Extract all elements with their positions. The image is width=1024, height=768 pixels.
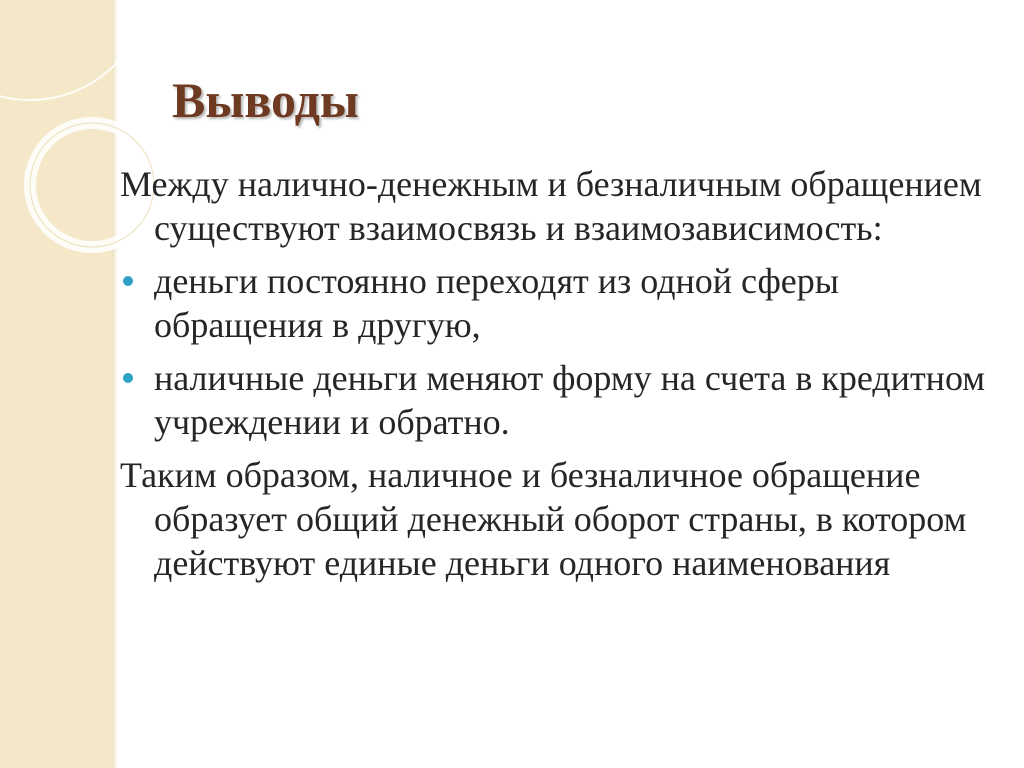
- conclusion-paragraph: Таким образом, наличное и безналичное обращение образует общий денежный оборот страны, в котором действуют единые деньги одного наименования: [120, 455, 967, 583]
- slide-body: [120, 162, 1000, 594]
- slide-title: Выводы: [172, 72, 359, 128]
- bullet-dot-icon: [123, 276, 133, 286]
- bullet-item-2: [120, 356, 1000, 444]
- bullet-text-1: деньги постоянно переходят из одной сферы обращения в другую,: [154, 261, 839, 345]
- bullet-dot-icon: [123, 373, 133, 383]
- bullet-text-2: наличные деньги меняют форму на счета в кредитном учреждении и обратно.: [154, 358, 986, 442]
- intro-paragraph: Между налично-денежным и безналичным обращением существуют взаимосвязь и взаимозависимость:: [120, 164, 982, 248]
- decorative-arc-top: [0, 0, 150, 100]
- bullet-item-1: [120, 259, 1000, 347]
